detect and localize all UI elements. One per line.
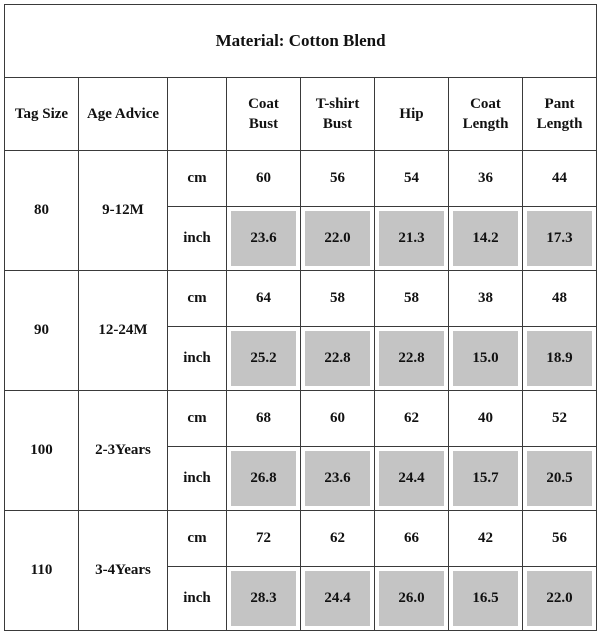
hip-inch-value: 21.3 bbox=[379, 211, 444, 266]
tshirt-bust-inch-value: 24.4 bbox=[305, 571, 370, 626]
header-pant-length-label: Pant Length bbox=[536, 95, 583, 132]
tshirt-bust-inch-cell bbox=[301, 567, 375, 631]
tag-size-cell: 100 bbox=[5, 391, 79, 511]
coat-length-inch-cell bbox=[449, 567, 523, 631]
header-hip: Hip bbox=[375, 78, 449, 151]
coat-length-cm-cell: 40 bbox=[449, 391, 523, 447]
coat-length-cm-cell: 36 bbox=[449, 151, 523, 207]
header-tag-size: Tag Size bbox=[5, 78, 79, 151]
unit-inch-cell: inch bbox=[168, 207, 227, 271]
pant-length-inch-cell bbox=[523, 207, 597, 271]
coat-bust-inch-value: 26.8 bbox=[231, 451, 296, 506]
hip-inch-value: 26.0 bbox=[379, 571, 444, 626]
hip-inch-cell bbox=[375, 207, 449, 271]
header-unit bbox=[168, 78, 227, 151]
tshirt-bust-inch-value: 23.6 bbox=[305, 451, 370, 506]
tag-size-cell: 110 bbox=[5, 511, 79, 631]
coat-bust-inch-cell bbox=[227, 447, 301, 511]
tag-size-cell: 90 bbox=[5, 271, 79, 391]
age-advice-cell: 3-4Years bbox=[79, 511, 168, 631]
unit-inch-cell: inch bbox=[168, 567, 227, 631]
table-row bbox=[5, 271, 597, 327]
age-advice-cell: 12-24M bbox=[79, 271, 168, 391]
header-coat-bust bbox=[227, 78, 301, 151]
table-row bbox=[5, 391, 597, 447]
pant-length-cm-cell: 52 bbox=[523, 391, 597, 447]
coat-length-inch-cell bbox=[449, 447, 523, 511]
tshirt-bust-inch-value: 22.0 bbox=[305, 211, 370, 266]
unit-inch-cell: inch bbox=[168, 327, 227, 391]
pant-length-inch-cell bbox=[523, 447, 597, 511]
hip-inch-cell bbox=[375, 447, 449, 511]
pant-length-inch-value: 22.0 bbox=[527, 571, 592, 626]
tshirt-bust-cm-cell: 58 bbox=[301, 271, 375, 327]
header-tshirt-bust-label: T-shirt Bust bbox=[315, 95, 360, 132]
coat-bust-inch-cell bbox=[227, 207, 301, 271]
hip-inch-value: 22.8 bbox=[379, 331, 444, 386]
coat-length-inch-value: 16.5 bbox=[453, 571, 518, 626]
header-coat-length bbox=[449, 78, 523, 151]
pant-length-cm-cell: 48 bbox=[523, 271, 597, 327]
hip-inch-value: 24.4 bbox=[379, 451, 444, 506]
coat-length-inch-value: 15.7 bbox=[453, 451, 518, 506]
coat-length-inch-cell bbox=[449, 327, 523, 391]
pant-length-inch-cell bbox=[523, 327, 597, 391]
hip-cm-cell: 54 bbox=[375, 151, 449, 207]
coat-length-inch-value: 15.0 bbox=[453, 331, 518, 386]
unit-inch-cell: inch bbox=[168, 447, 227, 511]
pant-length-inch-value: 17.3 bbox=[527, 211, 592, 266]
coat-bust-inch-value: 28.3 bbox=[231, 571, 296, 626]
table-row bbox=[5, 511, 597, 567]
hip-cm-cell: 62 bbox=[375, 391, 449, 447]
hip-cm-cell: 66 bbox=[375, 511, 449, 567]
hip-inch-cell bbox=[375, 567, 449, 631]
header-age-advice: Age Advice bbox=[79, 78, 168, 151]
header-pant-length bbox=[523, 78, 597, 151]
age-advice-cell: 9-12M bbox=[79, 151, 168, 271]
tshirt-bust-inch-value: 22.8 bbox=[305, 331, 370, 386]
coat-bust-cm-cell: 64 bbox=[227, 271, 301, 327]
table-title: Material: Cotton Blend bbox=[5, 5, 597, 78]
coat-bust-inch-value: 23.6 bbox=[231, 211, 296, 266]
coat-bust-inch-cell bbox=[227, 327, 301, 391]
coat-bust-cm-cell: 72 bbox=[227, 511, 301, 567]
unit-cm-cell: cm bbox=[168, 271, 227, 327]
hip-cm-cell: 58 bbox=[375, 271, 449, 327]
unit-cm-cell: cm bbox=[168, 511, 227, 567]
tshirt-bust-cm-cell: 56 bbox=[301, 151, 375, 207]
coat-length-inch-value: 14.2 bbox=[453, 211, 518, 266]
coat-length-inch-cell bbox=[449, 207, 523, 271]
header-coat-bust-label: Coat Bust bbox=[248, 95, 279, 132]
coat-bust-cm-cell: 60 bbox=[227, 151, 301, 207]
size-chart-table bbox=[4, 4, 597, 631]
coat-length-cm-cell: 42 bbox=[449, 511, 523, 567]
tag-size-cell: 80 bbox=[5, 151, 79, 271]
header-row bbox=[5, 78, 597, 151]
header-tshirt-bust bbox=[301, 78, 375, 151]
tshirt-bust-inch-cell bbox=[301, 207, 375, 271]
age-advice-cell: 2-3Years bbox=[79, 391, 168, 511]
table-row bbox=[5, 151, 597, 207]
tshirt-bust-cm-cell: 62 bbox=[301, 511, 375, 567]
tshirt-bust-inch-cell bbox=[301, 447, 375, 511]
pant-length-inch-value: 20.5 bbox=[527, 451, 592, 506]
pant-length-cm-cell: 44 bbox=[523, 151, 597, 207]
coat-bust-cm-cell: 68 bbox=[227, 391, 301, 447]
unit-cm-cell: cm bbox=[168, 151, 227, 207]
pant-length-inch-cell bbox=[523, 567, 597, 631]
tshirt-bust-cm-cell: 60 bbox=[301, 391, 375, 447]
tshirt-bust-inch-cell bbox=[301, 327, 375, 391]
coat-bust-inch-value: 25.2 bbox=[231, 331, 296, 386]
header-coat-length-label: Coat Length bbox=[462, 95, 509, 132]
hip-inch-cell bbox=[375, 327, 449, 391]
pant-length-cm-cell: 56 bbox=[523, 511, 597, 567]
unit-cm-cell: cm bbox=[168, 391, 227, 447]
pant-length-inch-value: 18.9 bbox=[527, 331, 592, 386]
coat-bust-inch-cell bbox=[227, 567, 301, 631]
coat-length-cm-cell: 38 bbox=[449, 271, 523, 327]
